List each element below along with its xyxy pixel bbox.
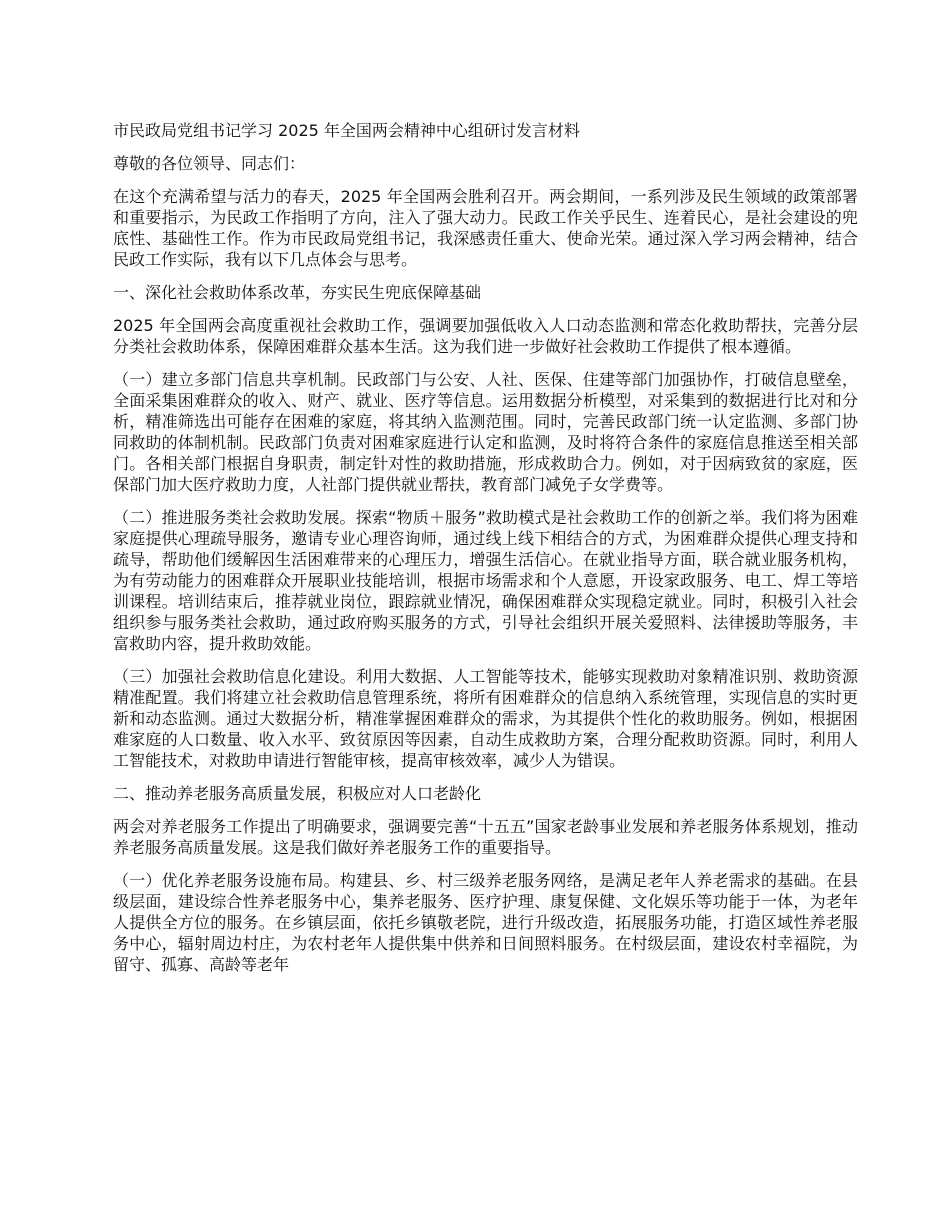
section-1-item-1: （一）建立多部门信息共享机制。民政部门与公安、人社、医保、住建等部门加强协作，打破信息壁垒，全面采集困难群众的收入、财产、就业、医疗等信息。运用数据分析模型，对采集到的数据进行比对和分析，精准筛选出可能存在困难的家庭，将其纳入监测范围。同时，完善民政部门统一认定监测、多部门协同救助的体制机制。民政部门负责对困难家庭进行认定和监测，及时将符合条件的家庭信息推送至相关部门。各相关部门根据自身职责，制定针对性的救助措施，形成救助合力。例如，对于因病致贫的家庭，医保部门加大医疗救助力度，人社部门提供就业帮扶，教育部门减免子女学费等。	[113, 370, 858, 494]
intro-paragraph: 在这个充满希望与活力的春天，2025 年全国两会胜利召开。两会期间，一系列涉及民生领域的政策部署和重要指示，为民政工作指明了方向，注入了强大动力。民政工作关乎民生、连着民心，是社会建设的兜底性、基础性工作。作为市民政局党组书记，我深感责任重大、使命光荣。通过深入学习两会精神，结合民政工作实际，我有以下几点体会与思考。	[113, 187, 858, 269]
document-page	[113, 120, 858, 987]
section-2-item-1: （一）优化养老服务设施布局。构建县、乡、村三级养老服务网络，是满足老年人养老需求的基础。在县级层面，建设综合性养老服务中心，集养老服务、医疗护理、康复保健、文化娱乐等功能于一体，为老年人提供全方位的服务。在乡镇层面，依托乡镇敬老院，进行升级改造，拓展服务功能，打造区域性养老服务中心，辐射周边村庄，为农村老年人提供集中供养和日间照料服务。在村级层面，建设农村幸福院，为留守、孤寡、高龄等老年	[113, 871, 858, 974]
salutation: 尊敬的各位领导、同志们：	[113, 154, 306, 173]
section-2-intro: 两会对养老服务工作提出了明确要求，强调要完善“十五五”国家老龄事业发展和养老服务体系规划，推动养老服务高质量发展。这是我们做好养老服务工作的重要指导。	[113, 817, 858, 857]
section-1-intro: 2025 年全国两会高度重视社会救助工作，强调要加强低收入人口动态监测和常态化救助帮扶，完善分层分类社会救助体系，保障困难群众基本生活。这为我们进一步做好社会救助工作提供了根本遵循。	[113, 316, 858, 356]
section-heading-2: 二、推动养老服务高质量发展，积极应对人口老龄化	[113, 784, 482, 803]
section-1-item-3: （三）加强社会救助信息化建设。利用大数据、人工智能等技术，能够实现救助对象精准识别、救助资源精准配置。我们将建立社会救助信息管理系统，将所有困难群众的信息纳入系统管理，实现信息的实时更新和动态监测。通过大数据分析，精准掌握困难群众的需求，为其提供个性化的救助服务。例如，根据困难家庭的人口数量、收入水平、致贫原因等因素，自动生成救助方案，合理分配救助资源。同时，利用人工智能技术，对救助申请进行智能审核，提高审核效率，减少人为错误。	[113, 667, 858, 770]
section-heading-1: 一、深化社会救助体系改革，夯实民生兜底保障基础	[113, 283, 482, 302]
section-1-item-2: （二）推进服务类社会救助发展。探索“物质＋服务”救助模式是社会救助工作的创新之举。我们将为困难家庭提供心理疏导服务，邀请专业心理咨询师，通过线上线下相结合的方式，为困难群众提供心理支持和疏导，帮助他们缓解因生活困难带来的心理压力，增强生活信心。在就业指导方面，联合就业服务机构，为有劳动能力的困难群众开展职业技能培训，根据市场需求和个人意愿，开设家政服务、电工、焊工等培训课程。培训结束后，推荐就业岗位，跟踪就业情况，确保困难群众实现稳定就业。同时，积极引入社会组织参与服务类社会救助，通过政府购买服务的方式，引导社会组织开展关爱照料、法律援助等服务，丰富救助内容，提升救助效能。	[113, 508, 858, 653]
document-title: 市民政局党组书记学习 2025 年全国两会精神中心组研讨发言材料	[113, 121, 580, 140]
